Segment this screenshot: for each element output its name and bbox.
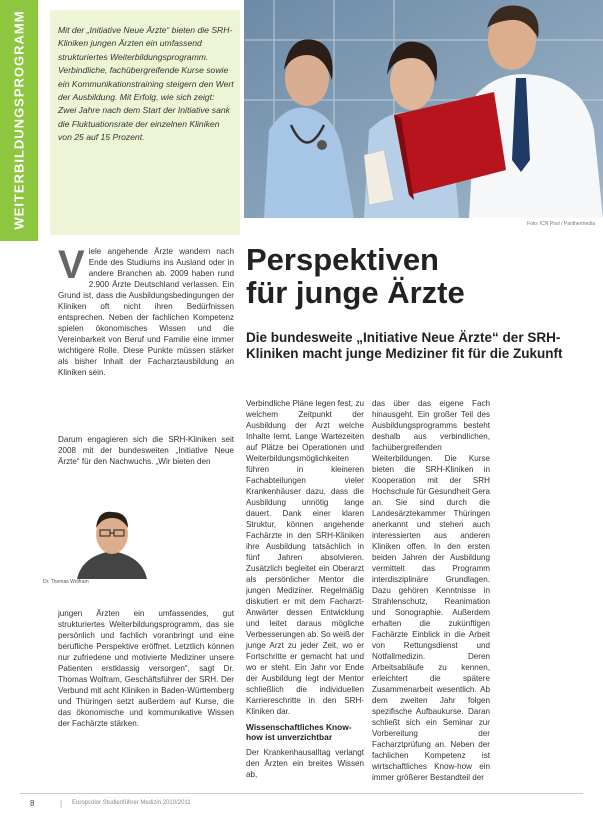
headline-line-2: für junge Ärzte [246, 275, 465, 310]
column-2-bottom: Der Krankenhausalltag verlangt den Ärzten ein breites Wissen ab, [246, 748, 364, 779]
page-number: 8 [30, 799, 35, 808]
doctors-photo [244, 0, 603, 218]
article-headline [246, 243, 465, 309]
sidebar-label: WEITERBILDUNGSPROGRAMM [11, 10, 27, 230]
column-2-text: Verbindliche Pläne legen fest, zu welchem Zeitpunkt der Ausbildung der Arzt welche Inhalte lernt. Lange Wartezeiten auf Plätze bei Operationen und Weiterbildungsmöglichkeiten führen in kleineren Fachabteilungen vieler Krankenhäuser dazu, dass die Ausbildung unnötig lange dauert. Dank einer klaren Struktur, können angehende Fachärzte in den SRH-Kliniken ihre Ausbildung tatsächlich in fünf Jahren absolvieren. Zusätzlich begleitet ein Oberarzt als persönlicher Mentor die jungen Mediziner. Regelmäßig diskutiert er mit dem Facharzt-Anwärter dessen Entwicklung und leitet daraus mögliche Verbesserungen ab. So weiß der junge Arzt zu jeder Zeit, wo er Fortschritte er gemacht hat und wo er steht. Ein Jahr vor Ende der Ausbildung legt der Mentor schließlich die individuellen Karriereschritte in den SRH-Kliniken dar. [246, 399, 364, 716]
dropcap: V [58, 243, 85, 287]
section-heading: Wissenschaftliches Know-how ist unverzichtbar [246, 722, 352, 742]
column-3-text: das über das eigene Fach hinausgeht. Ein großer Teil des Ausbildungsprogramms besteht deshalb aus verbindlichen, fachübergreifenden Weiterbildungen. Die Kurse bieten die SRH-Kliniken in Kooperation mit der SRH Hochschule für Gesundheit Gera an. Sie sind durch die Landesärztekammer Thüringen anerkannt und stehen auch interessierten aus anderen Kliniken offen. In den ersten beiden Jahren der Ausbildung vermittelt das Programm interdisziplinäre Grundlagen. Dazu gehören Kenntnisse in Strahlenschutz, Reanimation und Sonographie. Außerdem erhalten die zukünftigen Fachärzte Einblick in die Arbeit von Rettungsdienst und Notfallmedizin. Deren Arbeitsabläufe zu kennen, erleichtert die spätere Zusammenarbeit wesentlich. Ab dem zweiten Jahr folgen spezifische Aufbaukurse. Daran schließt sich ein Seminar zur Vorbereitung der Facharztprüfung an. Neben der fachlichen Kompetenz ist wirtschaftliches Know-how ein immer größerer Bestandteil der [372, 399, 490, 782]
portrait-photo [42, 496, 202, 579]
column-1-top [58, 243, 234, 378]
article-subheadline: Die bundesweite „Initiative Neue Ärzte“ der SRH-Kliniken macht junge Mediziner fit für die Zukunft [246, 330, 563, 361]
footer-publication: Europcolor Studienführer Medizin 2010/2011 [72, 800, 191, 806]
photo-credit: Foto: ICN Pool / Panthermedia [526, 221, 595, 227]
section-sidebar [0, 0, 38, 241]
column-1-bottom: jungen Ärzten ein umfassendes, gut strukturiertes Weiterbildungsprogramm, das sie persönlich und fachlich voranbringt und eine berufliche Perspektive eröffnet. Letztlich können nur zufriedene und motivierte Mediziner unsere Patienten erstklassig versorgen“, sagt Dr. Thomas Wolfram, Geschäftsführer der SRH. Der Verbund mit acht Kliniken in Baden-Württemberg und Thüringen setzt außerdem auf Kurse, die das ökonomische und kommunikative Wissen der Fachärzte stärken. [58, 609, 234, 728]
column-1-text: iele angehende Ärzte wandern nach Ende des Studiums ins Ausland oder in andere Branchen ab. 2009 haben rund 2.900 Ärzte Deutschland verlassen. Ein Grund ist, dass die Ausbildungsbedingungen der Kliniken oft nicht ihren Bedürfnissen entsprechen. Neben der fachlichen Kompetenz spielen ökonomisches Wissen und die Vereinbarkeit von Beruf und Familie eine immer wichtigere Rolle. Diese Punkte müssen stärker als bisher Inhalt der Facharztausbildung an Kliniken sein. [58, 247, 234, 377]
footer-divider [20, 793, 583, 794]
headline-line-1: Perspektiven [246, 242, 439, 277]
column-1-top-continued: Darum engagieren sich die SRH-Kliniken seit 2008 mit der bundesweiten „Initiative Neue Ärzte“ für den Nachwuchs. „Wir bieten den [58, 435, 234, 466]
intro-text: Mit der „Initiative Neue Ärzte“ bieten die SRH-Kliniken jungen Ärzten ein umfassend strukturiertes Weiterbildungsprogramm. Verbindliche, fachübergreifende Kurse sowie ein Kommunikationstraining steigern den Wert der Ausbildung. Mit Erfolg, wie sich zeigt: Zwei Jahre nach dem Start der Initiative sank die Fluktuationsrate der einzelnen Kliniken von 25 auf 15 Prozent. [58, 25, 234, 143]
footer-separator: | [60, 799, 63, 808]
portrait-caption: Dr. Thomas Wolfram [43, 579, 89, 585]
